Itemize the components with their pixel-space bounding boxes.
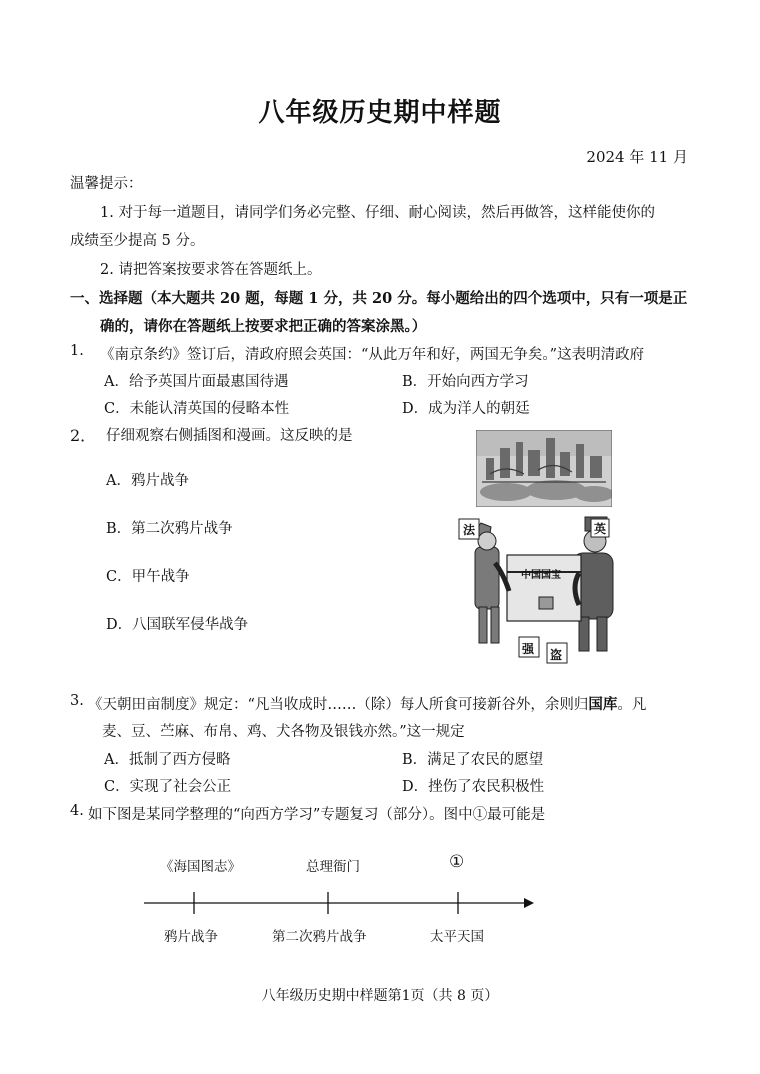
page-title: 八年级历史期中样题: [258, 98, 502, 128]
q3-option-c: C．实现了社会公正: [104, 779, 232, 795]
cartoon-label-qiang: 强: [522, 642, 535, 656]
q1-option-d: D．成为洋人的朝廷: [402, 401, 530, 417]
q3-stem-part1: 《天朝田亩制度》规定：“凡当收成时……（除）每人所食可接新谷外，余则归: [88, 697, 589, 713]
q3-option-a: A．抵制了西方侵略: [104, 752, 231, 768]
robbers-cartoon: [455, 513, 635, 665]
ruins-illustration: [476, 430, 612, 507]
q2-option-d: D．八国联军侵华战争: [106, 617, 249, 633]
q3-option-b: B．满足了农民的愿望: [402, 752, 544, 768]
q4-stem: 如下图是某同学整理的“向西方学习”专题复习（部分）。图中①最可能是: [88, 807, 546, 823]
tips-heading: 温馨提示：: [70, 176, 143, 192]
q3-stem-line1: [88, 693, 646, 714]
q1-option-b: B．开始向西方学习: [402, 374, 529, 390]
timeline-bottom-label-1: 鸦片战争: [164, 929, 218, 945]
page-footer: 八年级历史期中样题第1页（共 8 页）: [261, 988, 499, 1004]
q1-option-c: C．未能认清英国的侵略本性: [104, 401, 290, 417]
timeline-top-label-3: ①: [449, 852, 465, 872]
q1-option-a: A．给予英国片面最惠国待遇: [104, 374, 289, 390]
q3-stem-bold: 国库: [588, 696, 618, 713]
section-heading-line2: 确的，请你在答题纸上按要求把正确的答案涂黑。）: [100, 318, 427, 335]
tips-item-1-cont: 成绩至少提高 5 分。: [70, 233, 205, 249]
q2-stem: 仔细观察右侧插图和漫画。这反映的是: [106, 428, 353, 444]
q2-number: 2．: [70, 426, 97, 445]
exam-date: 2024 年 11 月: [586, 148, 688, 166]
timeline-top-label-1: 《海国图志》: [160, 859, 241, 875]
q4-number: 4.: [70, 803, 84, 819]
timeline-bottom-label-3: 太平天国: [430, 929, 484, 945]
tips-item-2: 2. 请把答案按要求答在答题纸上。: [100, 262, 322, 278]
cartoon-label-france: 法: [463, 523, 476, 537]
q3-stem-line2: 麦、豆、苎麻、布帛、鸡、犬各物及银钱亦然。”这一规定: [102, 724, 465, 740]
section-heading-line1: 一、选择题（本大题共 20 题，每题 1 分，共 20 分。每小题给出的四个选项中，只有一项是正: [70, 290, 688, 307]
tips-item-1: 1. 对于每一道题目，请同学们务必完整、仔细、耐心阅读，然后再做答，这样能使你的: [100, 205, 655, 221]
cartoon-label-dao: 盗: [550, 648, 563, 662]
timeline-bottom-label-2: 第二次鸦片战争: [272, 929, 367, 945]
timeline-top-label-2: 总理衙门: [306, 859, 360, 875]
q3-option-d: D．挫伤了农民积极性: [402, 779, 545, 795]
q3-stem-part1-end: 。凡: [617, 697, 647, 713]
cartoon-label-britain: 英: [594, 522, 607, 536]
timeline-arrowhead: [524, 898, 534, 908]
q1-number: 1.: [70, 343, 84, 359]
cartoon-label-treasure: 中国国宝: [521, 570, 561, 581]
q3-number: 3.: [70, 693, 84, 709]
q2-option-b: B．第二次鸦片战争: [106, 521, 233, 537]
q1-stem: 《南京条约》签订后，清政府照会英国：“从此万年和好，两国无争矣。”这表明清政府: [100, 347, 645, 363]
q2-option-a: A．鸦片战争: [106, 473, 189, 489]
q2-option-c: C．甲午战争: [106, 569, 190, 585]
